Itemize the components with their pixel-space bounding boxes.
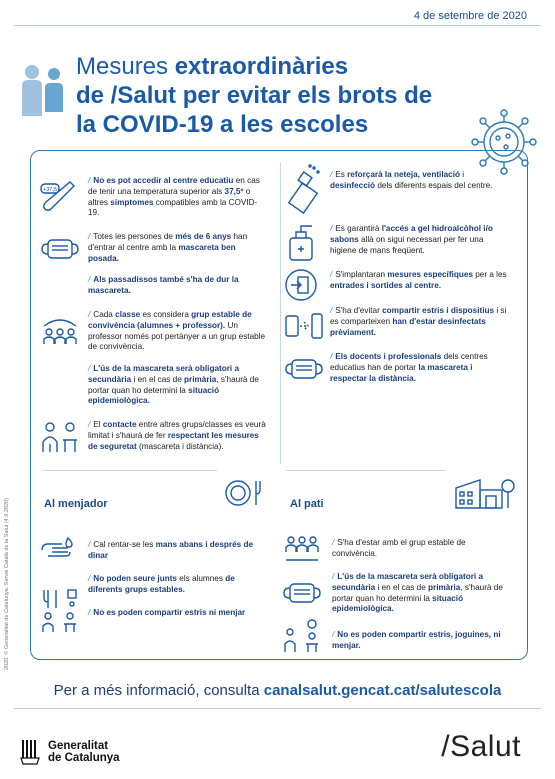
column-divider	[280, 162, 281, 464]
school-building-icon	[452, 476, 516, 510]
measure-no-access: / No es pot accedir al centre educatiu en cas de tenir una temperatura superior als 37,5º o altres simptomes compatibles amb la COVID-19.	[88, 176, 260, 218]
more-info-link[interactable]: canalsalut.gencat.cat/salutescola	[263, 682, 502, 699]
measure-shared-devices: / S'ha d'evitar compartir estris i dispositius i si es comparteixen han d'estar desinfectats prèviament.	[330, 306, 507, 337]
plate-icon	[218, 478, 266, 508]
date-divider	[14, 25, 541, 26]
menjador-line	[42, 470, 217, 471]
measure-mask-secondary: / L'ús de la mascareta serà obligatori a secundària i en el cas de primària, s'haurà de portar quan ho determini la situació epidemiològica.	[88, 364, 259, 406]
people-distance-icon	[40, 420, 80, 454]
pati-mask-secondary: / L'ús de la mascareta serà obligatori a secundària i en el cas de primària, s'haurà de portar quan ho determini la situació epidemiològica.	[332, 572, 503, 614]
salut-logo: /Salut	[441, 730, 521, 763]
thermometer-icon	[40, 176, 80, 216]
measure-entrances: / S'implantaran mesures específiques per a les entrades i sortides al centre.	[330, 270, 507, 290]
entrance-icon	[284, 268, 318, 302]
hand-wash-icon	[38, 534, 78, 564]
menjador-wash-hands: / Cal rentar-se les mans abans i després de dinar	[88, 540, 254, 560]
page-title: Mesures extraordinàries de /Salut per evitar els brots de la COVID-19 a les escoles	[76, 53, 433, 138]
people-icon	[18, 60, 68, 120]
measure-teachers-mask: / Els docents i professionals dels centres educatius han de portar la mascareta i respectar la distància.	[330, 352, 488, 383]
devices-icon	[284, 310, 324, 342]
pati-stable-group: / S'ha d'estar amb el grup estable de convivència.	[332, 538, 466, 558]
measure-corridor-mask: / Als passadissos també s'ha de dur la mascareta.	[88, 275, 239, 295]
group-icon	[40, 312, 80, 346]
cutlery-people-icon	[38, 588, 80, 634]
generalitat-logo-icon	[20, 738, 40, 766]
footer-divider	[14, 708, 541, 709]
measure-sanitizer: / Es garantirà l'accés a gel hidroalcòhol i/o sabons allà on sigui necessari per fer una higiene de mans freqüent.	[330, 224, 493, 255]
measure-mask-over-6: / Totes les persones de més de 6 anys han d'entrar al centre amb la mascareta ben posada.	[88, 232, 248, 263]
generalitat-name: Generalitat de Catalunya	[48, 740, 120, 764]
more-info: Per a més informació, consulta canalsalut.gencat.cat/salutescola	[53, 682, 502, 699]
pati-heading: Al pati	[290, 498, 324, 510]
measure-stable-group: / Cada classe es considera grup estable de convivència (alumnes + professor). Un professor només pot pertànyer a un grup estable de convivència.	[88, 310, 266, 352]
menjador-no-sharing: / No es poden compartir estris ni menjar	[88, 608, 246, 617]
ball-people-icon	[282, 618, 322, 654]
group-icon	[282, 532, 322, 564]
pati-line	[286, 470, 446, 471]
spray-icon	[282, 164, 322, 214]
menjador-no-mixing: / No poden seure junts els alumnes de diferents grups estables.	[88, 574, 235, 594]
mask-icon	[282, 580, 322, 606]
menjador-heading: Al menjador	[44, 498, 108, 510]
date: 4 de setembre de 2020	[413, 10, 527, 22]
pati-no-sharing: / No es poden compartir estris, joguines, ni menjar.	[332, 630, 501, 650]
mask-icon	[284, 356, 324, 382]
svg-text:+37,5: +37,5	[43, 187, 57, 193]
copyright: 2020. © Generalitat de Catalunya. Servei Català de la Salut (4.9.2020)	[4, 498, 10, 670]
measure-contact-limited: / El contacte entre altres grups/classes es veurà limitat i s'haurà de fer respectant les mesures de seguretat (mascareta i distància).	[88, 420, 266, 451]
measure-cleaning: / Es reforçarà la neteja, ventilació i desinfecció dels diferents espais del centre.	[330, 170, 493, 190]
mask-icon	[40, 236, 80, 262]
sanitizer-icon	[284, 222, 320, 262]
